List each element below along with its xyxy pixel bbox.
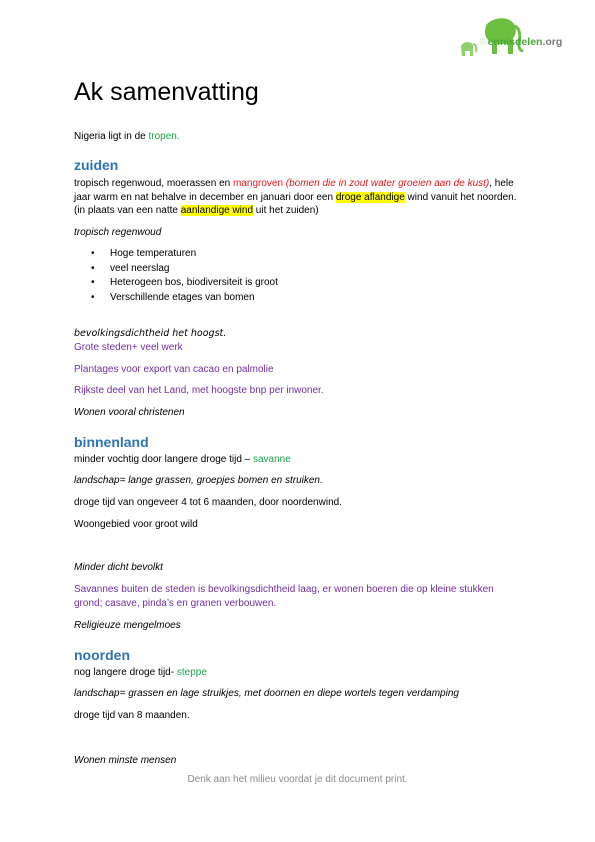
binnenland-paragraph: minder vochtig door langere droge tijd – savanne xyxy=(74,454,291,465)
heading-zuiden: zuiden xyxy=(74,157,119,173)
highlight-aanlandige-wind: aanlandige wind xyxy=(180,205,254,216)
list-item: • Hoge temperaturen xyxy=(74,247,278,262)
bullet-icon: • xyxy=(91,248,95,259)
logo-wordmark: Kennisdelen.org xyxy=(480,36,563,48)
bullet-icon: • xyxy=(91,262,95,274)
heading-noorden: noorden xyxy=(74,647,130,663)
noorden-landscape: landschap= grassen en lage struikjes, met doornen en diepe wortels tegen verdamping xyxy=(74,688,459,699)
zuiden-note-cities: Grote steden+ veel werk xyxy=(74,342,183,353)
page-title: Ak samenvatting xyxy=(74,78,259,106)
binnenland-dry-season: droge tijd van ongeveer 4 tot 6 maanden, door noordenwind. xyxy=(74,497,342,508)
steppe-term: steppe xyxy=(176,667,207,678)
binnenland-landscape: landschap= lange grassen, groepjes bomen en struiken. xyxy=(74,475,323,486)
list-item: • veel neerslag xyxy=(74,262,278,277)
noorden-dry-season: droge tijd van 8 maanden. xyxy=(74,710,190,721)
binnenland-density: Minder dicht bevolkt xyxy=(74,562,163,573)
mangroven-term: mangroven xyxy=(232,178,284,189)
zuiden-subheading: tropisch regenwoud xyxy=(74,227,162,238)
zuiden-paragraph: tropisch regenwoud, moerassen en mangroven (bomen die in zout water groeien aan de kust), hele jaar warm en nat behalve in december en januari door een droge aflandige wind vanuit het noorden. (in plaats van een natte aanlandige wind uit het zuiden) xyxy=(74,178,517,216)
zuiden-religion: Wonen vooral christenen xyxy=(74,407,185,418)
list-item: • Verschillende etages van bomen xyxy=(74,291,278,306)
binnenland-religion: Religieuze mengelmoes xyxy=(74,620,181,631)
savanne-term: savanne xyxy=(253,454,291,465)
intro-paragraph: Nigeria ligt in de tropen. xyxy=(74,131,180,142)
heading-binnenland: binnenland xyxy=(74,434,149,450)
zuiden-note-plantations: Plantages voor export van cacao en palmolie xyxy=(74,364,274,375)
bullet-icon: • xyxy=(91,291,95,303)
footer-note: Denk aan het milieu voordat je dit document print. xyxy=(187,774,408,785)
kennisdelen-logo xyxy=(457,14,577,60)
binnenland-note-savannes: Savannes buiten de steden is bevolkingsdichtheid laag, er wonen boeren die op kleine stukken grond; casave, pinda’s en granen verbouwen. xyxy=(74,584,494,609)
mangroven-note: (bomen die in zout water groeien aan de kust) xyxy=(283,178,490,189)
list-item: • Heterogeen bos, biodiversiteit is groot xyxy=(74,276,278,291)
zuiden-bullet-list xyxy=(74,247,278,305)
noorden-density: Wonen minste mensen xyxy=(74,755,177,766)
noorden-paragraph: nog langere droge tijd- steppe xyxy=(74,667,207,678)
highlight-droge-aflandige: droge aflandige xyxy=(335,191,405,203)
zuiden-density: bevolkingsdichtheid het hoogst. xyxy=(74,328,227,339)
bullet-icon: • xyxy=(91,277,95,288)
binnenland-wildlife: Woongebied voor groot wild xyxy=(74,519,198,530)
zuiden-note-wealth: Rijkste deel van het Land, met hoogste bnp per inwoner. xyxy=(74,385,324,396)
tropen-term: tropen. xyxy=(148,131,180,142)
